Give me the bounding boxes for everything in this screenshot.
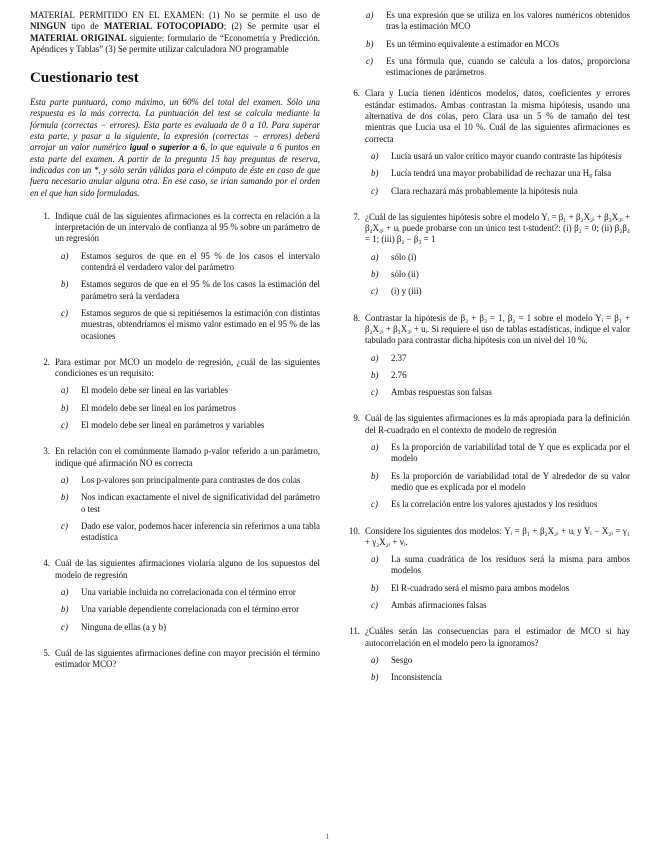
question-number: 10. [348, 525, 360, 536]
section-title: Cuestionario test [30, 70, 139, 87]
option-label: b) [61, 402, 69, 413]
option-text: Dado ese valor, podemos hacer inferencia sin referirnos a una tabla estadística [81, 520, 320, 543]
question-number: 9. [353, 413, 360, 424]
option-label: a) [371, 654, 379, 665]
answer-option[interactable] [371, 151, 630, 162]
question-number: 6. [353, 88, 360, 99]
answer-option[interactable] [371, 672, 630, 683]
option-text: Una variable incluida no correlacionada con el término error [81, 586, 296, 597]
answer-option[interactable] [61, 604, 320, 615]
question-text: Indique cuál de las siguientes afirmaciones es la correcta en relación a la interpretación de un intervalo de confianza al 95 % sobre un parámetro de un regresión [55, 210, 320, 244]
answer-option[interactable] [61, 475, 320, 486]
option-label: c) [61, 307, 68, 318]
answer-option[interactable] [371, 442, 630, 465]
question-number: 7. [353, 211, 360, 222]
option-text: La suma cuadrática de los residuos será la misma para ambos modelos [391, 554, 630, 576]
question-text: Cuál de las siguientes afirmaciones violaría alguno de los supuestos del modelo de regresión [55, 558, 320, 580]
question-number: 1. [43, 210, 50, 221]
answer-option[interactable] [371, 471, 630, 494]
instructions-text: Esta parte puntuará, como máximo, un 60% del total del examen. Sólo una respuesta es la más correcta. La puntuación del test se calcula mediante la fórmula (correctas − errores). Esta parte es evaluada de 0 a 10. Para superar esta parte, y pasar a la siguiente, la expresión (correctas − errores) deberá arrojar un valor numérico [30, 97, 320, 153]
option-label: b) [371, 369, 379, 380]
test-instructions [30, 97, 320, 199]
question-text: Cuál de las siguientes afirmaciones es la más apropiada para la definición del R-cuadrado en el contexto de modelo de regresión [365, 413, 630, 435]
answer-option[interactable] [61, 492, 320, 515]
option-label: a) [61, 586, 69, 597]
option-text: Ambas respuestas son falsas [391, 387, 492, 398]
option-label: b) [61, 492, 69, 503]
option-label: c) [371, 599, 378, 610]
question-text: Considere los siguientes dos modelos: Yᵢ = β₁ + β₂X₂ᵢ + uᵢ y Yᵢ − X₂ᵢ = γ₁ + γ₂X₂ᵢ + vᵢ. [365, 525, 630, 547]
answer-option[interactable] [61, 385, 320, 396]
left-column [30, 10, 320, 685]
answer-option[interactable] [366, 56, 630, 79]
option-text: Es una expresión que se utiliza en los valores numéricos obtenidos tras la estimación MCO [386, 10, 630, 32]
question-body [365, 88, 630, 202]
option-label: a) [366, 10, 374, 20]
answer-option[interactable] [61, 587, 320, 598]
question-text: ¿Cuáles serán las consecuencias para el estimador de MCO si hay autocorrelación en el modelo pero la ignoramos? [365, 626, 630, 648]
answer-option[interactable] [366, 39, 630, 50]
question-number: 5. [43, 647, 50, 658]
option-label: a) [371, 352, 379, 363]
question-body [365, 212, 630, 304]
option-text: Ninguna de ellas (a y b) [81, 621, 167, 632]
option-label: c) [61, 420, 68, 431]
instructions-text: , lo que equivale a 6 puntos en esta parte del examen. A partir de la pregunta 15 hay preguntas de reserva, indicadas con un *, y sólo serán válidas para el cómputo de éste en caso de que fuera necesario anular alguna otra. En ese caso, se irían sumando por el orden en el que han sido formuladas. [30, 142, 320, 198]
option-text: 2.76 [391, 369, 407, 380]
question-text: Contrastar la hipótesis de β₂ + β₃ = 1, β₂ = 1 sobre el modelo Yᵢ = β₁ + β₂X₂ᵢ + β₃X₃ᵢ + uᵢ. Si requiere el uso de tablas estadísticas, indique el valor tabulado para contrastar dicha hipótesis con un nivel del 10 %. [365, 312, 630, 346]
option-text: Estamos seguros de que si repitiésemos la estimación con distintas muestras, obtendríamos el mismo valor estimado en el 95 % de las ocasiones [81, 307, 320, 341]
question-body [55, 357, 320, 437]
question-number: 2. [43, 356, 50, 367]
material-note-text: ; (2) Se permite usar el [223, 21, 320, 32]
option-label: b) [366, 38, 374, 49]
option-text: Los p-valores son principalmente para contrastes de dos colas [81, 474, 301, 485]
left-questions-list [30, 211, 320, 677]
answer-option[interactable] [61, 279, 320, 302]
material-note-bold: MATERIAL ORIGINAL [30, 32, 127, 43]
instructions-bold: igual o superior a 6 [129, 142, 205, 153]
option-text: Es un término equivalente a estimador en MCOs [386, 38, 559, 49]
question-body [55, 211, 320, 348]
option-text: Sesgo [391, 654, 413, 665]
option-text: El modelo debe ser lineal en las variables [81, 385, 229, 396]
option-text: Estamos seguros de que en el 95 % de los casos el intervalo contendrá el verdadero valor del parámetro [81, 250, 320, 273]
material-note-text: siguiente: formulario de “Econometría y Predicción. Apéndices y Tablas” (3) Se permite utilizar calculadora NO programable [30, 32, 320, 54]
page-number: 1 [325, 832, 330, 841]
answer-option[interactable] [371, 499, 630, 510]
question-item [340, 88, 630, 202]
option-text: Una variable dependiente correlacionada con el término error [81, 604, 300, 615]
question-number: 4. [43, 558, 50, 569]
option-text: El modelo debe ser lineal en parámetros y variables [81, 420, 265, 431]
answer-option[interactable] [61, 622, 320, 633]
question-body [55, 558, 320, 638]
material-note-text: MATERIAL PERMITIDO EN EL EXAMEN: (1) No se permite el uso de [30, 10, 320, 20]
option-label: b) [371, 582, 379, 593]
option-text: (i) y (iii) [391, 286, 422, 297]
option-text: sólo (i) [391, 251, 417, 262]
right-questions-list [340, 88, 630, 689]
option-text: 2.37 [391, 352, 407, 363]
option-text: Clara rechazará más probablemente la hipótesis nula [391, 185, 578, 196]
answer-option[interactable] [61, 420, 320, 431]
option-label: b) [371, 470, 379, 481]
answer-option[interactable] [371, 168, 630, 179]
question-number: 8. [353, 312, 360, 323]
answer-option[interactable] [366, 10, 630, 33]
option-label: a) [371, 251, 379, 262]
question-text: Cuál de las siguientes afirmaciones define con mayor precisión el término estimador MCO? [55, 647, 320, 670]
question-item [30, 648, 320, 677]
option-label: c) [371, 499, 378, 510]
question-item [340, 313, 630, 405]
answer-option[interactable] [61, 308, 320, 342]
option-label: a) [371, 554, 379, 565]
option-text: Lucía usará un valor crítico mayor cuando contraste las hipótesis [391, 150, 622, 161]
question-body [365, 526, 630, 618]
question-item [30, 446, 320, 549]
option-label: b) [371, 168, 379, 179]
question-body [55, 446, 320, 549]
answer-option[interactable] [371, 370, 630, 381]
question-item [340, 212, 630, 304]
question-5-options [360, 10, 630, 78]
answer-option[interactable] [371, 252, 630, 263]
option-text: Nos indican exactamente el nivel de significatividad del parámetro o test [81, 492, 320, 514]
answer-option[interactable] [371, 387, 630, 398]
option-text: Ambas afirmaciones falsas [391, 599, 487, 610]
question-item [30, 357, 320, 437]
option-label: a) [61, 385, 69, 396]
option-label: a) [371, 150, 379, 161]
question-text: Clara y Lucía tienen idénticos modelos, datos, coeficientes y errores estándar estimados. Ambas contrastan la misma hipótesis, usando una alternativa de dos colas, pero Clara usa un 5 % de tamaño del test mientras que Lucía usa el 10 %. Cuál de las siguientes afirmaciones es correcta [365, 88, 630, 144]
question-body [365, 626, 630, 689]
answer-option[interactable] [371, 353, 630, 364]
question-body [365, 313, 630, 405]
option-label: c) [371, 286, 378, 297]
answer-option[interactable] [61, 521, 320, 544]
material-note [30, 10, 320, 55]
option-label: a) [61, 474, 69, 485]
option-label: c) [366, 55, 373, 66]
answer-option[interactable] [371, 186, 630, 197]
material-note-bold: MATERIAL FOTOCOPIADO [103, 21, 224, 32]
option-label: a) [371, 442, 379, 453]
option-label: c) [61, 520, 68, 531]
answer-option[interactable] [371, 269, 630, 280]
option-label: c) [61, 621, 68, 632]
question-item [340, 413, 630, 516]
option-label: a) [61, 250, 69, 261]
answer-option[interactable] [371, 600, 630, 611]
question-text: ¿Cuál de las siguientes hipótesis sobre el modelo Yᵢ = β₁ + β₂X₂ᵢ + β₃X₃ᵢ + β₄X₄ᵢ + uᵢ puede probarse con un único test t-student?: (i) β₂ = 0; (ii) β₂β₄ = 1; (iii) β₂ − β₃ = 1 [365, 211, 630, 245]
option-text: Es la correlación entre los valores ajustados y los residuos [391, 499, 598, 510]
right-column [340, 10, 630, 698]
option-label: b) [371, 269, 379, 280]
option-text: Inconsistencia [391, 672, 442, 683]
option-text: Es la proporción de variabilidad total de Y alrededor de su valor medio que es explicada por el modelo [391, 470, 630, 492]
question-body [55, 648, 320, 677]
option-label: b) [371, 672, 379, 683]
question-item [340, 626, 630, 689]
option-text: El R-cuadrado será el mismo para ambos modelos [391, 582, 570, 593]
material-note-text: tipo de [66, 21, 104, 32]
question-text: Para estimar por MCO un modelo de regresión, ¿cuál de las siguientes condiciones es un requisito: [55, 356, 320, 379]
option-label: c) [371, 185, 378, 196]
option-text: Es una fórmula que, cuando se calcula a los datos, proporciona estimaciones de parámetros [386, 55, 630, 78]
question-item [30, 558, 320, 638]
option-text: Es la proporción de variabilidad total de Y que es explicada por el modelo [391, 442, 630, 464]
question-item [30, 211, 320, 348]
question-number: 11. [349, 626, 360, 637]
answer-option[interactable] [61, 251, 320, 274]
option-text: Estamos seguros de que en el 95 % de los casos la estimación del parámetro será la verdadera [81, 279, 320, 301]
answer-option[interactable] [371, 655, 630, 666]
option-label: b) [61, 279, 69, 290]
option-text: sólo (ii) [391, 269, 419, 280]
option-label: c) [371, 387, 378, 398]
question-text: En relación con el comúnmente llamado p-valor referido a un parámetro, indique qué afirmación NO es correcta [55, 446, 320, 468]
answer-option[interactable] [371, 286, 630, 297]
material-note-bold: NINGUN [30, 21, 66, 32]
option-text: El modelo debe ser lineal en los parámetros [81, 402, 237, 413]
option-text: Lucía tendrá una mayor probabilidad de rechazar una H₀ falsa [391, 168, 612, 179]
answer-option[interactable] [371, 583, 630, 594]
answer-option[interactable] [371, 554, 630, 577]
question-item [340, 526, 630, 618]
question-number: 3. [43, 446, 50, 457]
answer-option[interactable] [61, 403, 320, 414]
option-label: b) [61, 604, 69, 615]
question-body [365, 413, 630, 516]
